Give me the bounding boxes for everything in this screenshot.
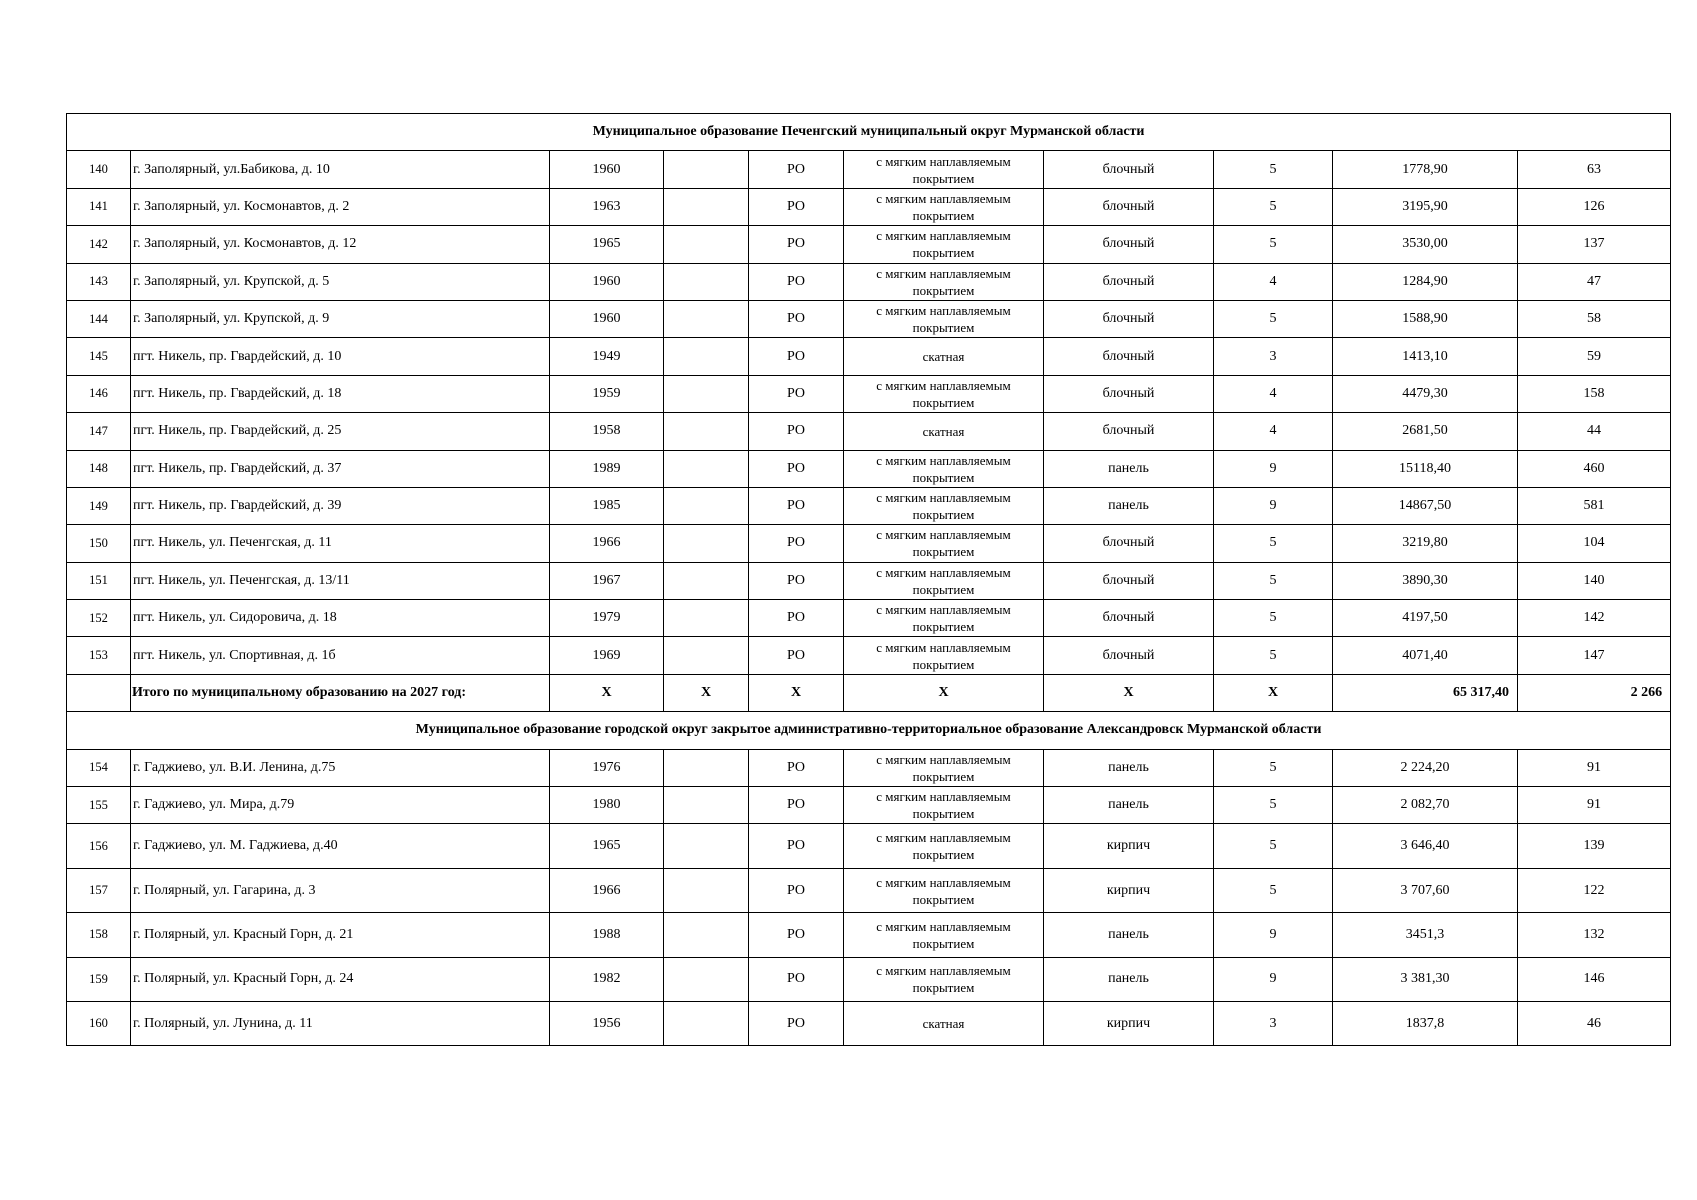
- roof-type-cell: с мягким наплавляемым покрытием: [844, 637, 1044, 674]
- table-row: [67, 188, 1671, 225]
- blank-cell: [664, 637, 749, 674]
- address-cell: пгт. Никель, пр. Гвардейский, д. 10: [131, 338, 550, 375]
- section-header-row: [67, 114, 1671, 151]
- floors-cell: 5: [1214, 868, 1333, 912]
- table-row: [67, 375, 1671, 412]
- area-cell: 3219,80: [1333, 525, 1518, 562]
- total-residents-cell: 2 266: [1518, 674, 1671, 711]
- owner-cell: РО: [749, 1001, 844, 1045]
- roof-type-cell: с мягким наплавляемым покрытием: [844, 868, 1044, 912]
- wall-material-cell: блочный: [1044, 300, 1214, 337]
- blank-cell: [664, 824, 749, 868]
- wall-material-cell: кирпич: [1044, 824, 1214, 868]
- address-cell: г. Полярный, ул. Лунина, д. 11: [131, 1001, 550, 1045]
- area-cell: 3 707,60: [1333, 868, 1518, 912]
- floors-cell: 5: [1214, 188, 1333, 225]
- total-x-cell: X: [664, 674, 749, 711]
- table-row: [67, 600, 1671, 637]
- owner-cell: РО: [749, 487, 844, 524]
- address-cell: г. Гаджиево, ул. Мира, д.79: [131, 787, 550, 824]
- area-cell: 3451,3: [1333, 913, 1518, 957]
- table-row: [67, 868, 1671, 912]
- floors-cell: 9: [1214, 487, 1333, 524]
- roof-type-cell: скатная: [844, 1001, 1044, 1045]
- wall-material-cell: блочный: [1044, 338, 1214, 375]
- residents-cell: 460: [1518, 450, 1671, 487]
- blank-cell: [664, 487, 749, 524]
- floors-cell: 5: [1214, 637, 1333, 674]
- owner-cell: РО: [749, 263, 844, 300]
- area-cell: 1284,90: [1333, 263, 1518, 300]
- year-cell: 1985: [550, 487, 664, 524]
- wall-material-cell: кирпич: [1044, 1001, 1214, 1045]
- year-cell: 1949: [550, 338, 664, 375]
- area-cell: 4071,40: [1333, 637, 1518, 674]
- wall-material-cell: блочный: [1044, 263, 1214, 300]
- table-row: [67, 450, 1671, 487]
- area-cell: 4197,50: [1333, 600, 1518, 637]
- area-cell: 2681,50: [1333, 413, 1518, 450]
- area-cell: 3890,30: [1333, 562, 1518, 599]
- buildings-table: [66, 113, 1671, 1046]
- blank-cell: [664, 957, 749, 1001]
- row-number-cell: 147: [67, 413, 131, 450]
- year-cell: 1956: [550, 1001, 664, 1045]
- owner-cell: РО: [749, 413, 844, 450]
- address-cell: пгт. Никель, пр. Гвардейский, д. 18: [131, 375, 550, 412]
- blank-cell: [664, 868, 749, 912]
- year-cell: 1982: [550, 957, 664, 1001]
- address-cell: пгт. Никель, ул. Печенгская, д. 11: [131, 525, 550, 562]
- year-cell: 1966: [550, 868, 664, 912]
- floors-cell: 9: [1214, 450, 1333, 487]
- floors-cell: 9: [1214, 913, 1333, 957]
- residents-cell: 158: [1518, 375, 1671, 412]
- floors-cell: 5: [1214, 300, 1333, 337]
- blank-cell: [664, 913, 749, 957]
- address-cell: г. Полярный, ул. Гагарина, д. 3: [131, 868, 550, 912]
- owner-cell: РО: [749, 375, 844, 412]
- wall-material-cell: блочный: [1044, 413, 1214, 450]
- address-cell: г. Заполярный, ул. Космонавтов, д. 2: [131, 188, 550, 225]
- area-cell: 1413,10: [1333, 338, 1518, 375]
- residents-cell: 104: [1518, 525, 1671, 562]
- floors-cell: 5: [1214, 787, 1333, 824]
- blank-cell: [664, 413, 749, 450]
- floors-cell: 5: [1214, 525, 1333, 562]
- residents-cell: 137: [1518, 226, 1671, 263]
- wall-material-cell: панель: [1044, 787, 1214, 824]
- wall-material-cell: блочный: [1044, 226, 1214, 263]
- area-cell: 1778,90: [1333, 151, 1518, 188]
- section-header-row: [67, 712, 1671, 749]
- residents-cell: 47: [1518, 263, 1671, 300]
- wall-material-cell: кирпич: [1044, 868, 1214, 912]
- owner-cell: РО: [749, 151, 844, 188]
- year-cell: 1959: [550, 375, 664, 412]
- roof-type-cell: с мягким наплавляемым покрытием: [844, 957, 1044, 1001]
- roof-type-cell: с мягким наплавляемым покрытием: [844, 188, 1044, 225]
- residents-cell: 142: [1518, 600, 1671, 637]
- year-cell: 1980: [550, 787, 664, 824]
- row-number-cell: 158: [67, 913, 131, 957]
- area-cell: 15118,40: [1333, 450, 1518, 487]
- blank-cell: [664, 263, 749, 300]
- total-x-cell: X: [844, 674, 1044, 711]
- wall-material-cell: панель: [1044, 913, 1214, 957]
- area-cell: 2 082,70: [1333, 787, 1518, 824]
- row-number-cell: 144: [67, 300, 131, 337]
- table-row: [67, 637, 1671, 674]
- address-cell: г. Заполярный, ул. Крупской, д. 5: [131, 263, 550, 300]
- blank-cell: [664, 1001, 749, 1045]
- row-number-cell: 151: [67, 562, 131, 599]
- residents-cell: 147: [1518, 637, 1671, 674]
- table-row: [67, 749, 1671, 786]
- owner-cell: РО: [749, 637, 844, 674]
- owner-cell: РО: [749, 226, 844, 263]
- row-number-cell: 149: [67, 487, 131, 524]
- floors-cell: 5: [1214, 749, 1333, 786]
- table-row: [67, 413, 1671, 450]
- wall-material-cell: панель: [1044, 450, 1214, 487]
- roof-type-cell: скатная: [844, 338, 1044, 375]
- blank-cell: [664, 300, 749, 337]
- blank-cell: [664, 562, 749, 599]
- roof-type-cell: с мягким наплавляемым покрытием: [844, 824, 1044, 868]
- row-number-cell: 148: [67, 450, 131, 487]
- residents-cell: 46: [1518, 1001, 1671, 1045]
- owner-cell: РО: [749, 749, 844, 786]
- year-cell: 1965: [550, 226, 664, 263]
- year-cell: 1960: [550, 300, 664, 337]
- floors-cell: 4: [1214, 375, 1333, 412]
- residents-cell: 59: [1518, 338, 1671, 375]
- area-cell: 3530,00: [1333, 226, 1518, 263]
- total-area-cell: 65 317,40: [1333, 674, 1518, 711]
- row-number-cell: 154: [67, 749, 131, 786]
- residents-cell: 581: [1518, 487, 1671, 524]
- address-cell: пгт. Никель, пр. Гвардейский, д. 39: [131, 487, 550, 524]
- owner-cell: РО: [749, 450, 844, 487]
- year-cell: 1988: [550, 913, 664, 957]
- address-cell: пгт. Никель, ул. Сидоровича, д. 18: [131, 600, 550, 637]
- roof-type-cell: с мягким наплавляемым покрытием: [844, 226, 1044, 263]
- table-row: [67, 562, 1671, 599]
- row-number-cell: 141: [67, 188, 131, 225]
- roof-type-cell: с мягким наплавляемым покрытием: [844, 525, 1044, 562]
- row-number-cell: 156: [67, 824, 131, 868]
- area-cell: 14867,50: [1333, 487, 1518, 524]
- year-cell: 1965: [550, 824, 664, 868]
- table-row: [67, 787, 1671, 824]
- blank-cell: [664, 338, 749, 375]
- wall-material-cell: блочный: [1044, 562, 1214, 599]
- row-number-cell: 150: [67, 525, 131, 562]
- floors-cell: 5: [1214, 600, 1333, 637]
- table-row: [67, 226, 1671, 263]
- row-number-cell: 160: [67, 1001, 131, 1045]
- blank-cell: [664, 151, 749, 188]
- blank-cell: [664, 375, 749, 412]
- section-title: Муниципальное образование городской округ закрытое административно-территориальное образование Александровск Мурманской области: [67, 712, 1671, 749]
- wall-material-cell: панель: [1044, 957, 1214, 1001]
- address-cell: г. Заполярный, ул. Космонавтов, д. 12: [131, 226, 550, 263]
- residents-cell: 146: [1518, 957, 1671, 1001]
- total-x-cell: X: [1214, 674, 1333, 711]
- owner-cell: РО: [749, 913, 844, 957]
- table-row: [67, 525, 1671, 562]
- floors-cell: 5: [1214, 151, 1333, 188]
- address-cell: г. Гаджиево, ул. В.И. Ленина, д.75: [131, 749, 550, 786]
- year-cell: 1960: [550, 151, 664, 188]
- total-spacer-cell: [67, 674, 131, 711]
- table-row: [67, 263, 1671, 300]
- blank-cell: [664, 450, 749, 487]
- address-cell: г. Полярный, ул. Красный Горн, д. 24: [131, 957, 550, 1001]
- floors-cell: 4: [1214, 413, 1333, 450]
- floors-cell: 5: [1214, 562, 1333, 599]
- roof-type-cell: с мягким наплавляемым покрытием: [844, 913, 1044, 957]
- address-cell: пгт. Никель, пр. Гвардейский, д. 25: [131, 413, 550, 450]
- row-number-cell: 153: [67, 637, 131, 674]
- owner-cell: РО: [749, 787, 844, 824]
- owner-cell: РО: [749, 868, 844, 912]
- owner-cell: РО: [749, 338, 844, 375]
- row-number-cell: 143: [67, 263, 131, 300]
- table-row: [67, 824, 1671, 868]
- year-cell: 1979: [550, 600, 664, 637]
- residents-cell: 122: [1518, 868, 1671, 912]
- area-cell: 1837,8: [1333, 1001, 1518, 1045]
- residents-cell: 91: [1518, 749, 1671, 786]
- row-number-cell: 145: [67, 338, 131, 375]
- blank-cell: [664, 749, 749, 786]
- floors-cell: 9: [1214, 957, 1333, 1001]
- area-cell: 3195,90: [1333, 188, 1518, 225]
- row-number-cell: 159: [67, 957, 131, 1001]
- roof-type-cell: с мягким наплавляемым покрытием: [844, 487, 1044, 524]
- area-cell: 3 381,30: [1333, 957, 1518, 1001]
- roof-type-cell: скатная: [844, 413, 1044, 450]
- residents-cell: 58: [1518, 300, 1671, 337]
- year-cell: 1958: [550, 413, 664, 450]
- owner-cell: РО: [749, 300, 844, 337]
- owner-cell: РО: [749, 562, 844, 599]
- wall-material-cell: блочный: [1044, 525, 1214, 562]
- year-cell: 1967: [550, 562, 664, 599]
- area-cell: 3 646,40: [1333, 824, 1518, 868]
- address-cell: г. Заполярный, ул. Крупской, д. 9: [131, 300, 550, 337]
- wall-material-cell: блочный: [1044, 188, 1214, 225]
- address-cell: пгт. Никель, ул. Спортивная, д. 1б: [131, 637, 550, 674]
- year-cell: 1989: [550, 450, 664, 487]
- wall-material-cell: панель: [1044, 487, 1214, 524]
- floors-cell: 3: [1214, 1001, 1333, 1045]
- year-cell: 1960: [550, 263, 664, 300]
- address-cell: г. Гаджиево, ул. М. Гаджиева, д.40: [131, 824, 550, 868]
- blank-cell: [664, 787, 749, 824]
- table-row: [67, 487, 1671, 524]
- total-x-cell: X: [550, 674, 664, 711]
- area-cell: 4479,30: [1333, 375, 1518, 412]
- owner-cell: РО: [749, 600, 844, 637]
- owner-cell: РО: [749, 525, 844, 562]
- residents-cell: 140: [1518, 562, 1671, 599]
- roof-type-cell: с мягким наплавляемым покрытием: [844, 450, 1044, 487]
- roof-type-cell: с мягким наплавляемым покрытием: [844, 749, 1044, 786]
- address-cell: пгт. Никель, пр. Гвардейский, д. 37: [131, 450, 550, 487]
- floors-cell: 4: [1214, 263, 1333, 300]
- total-label: Итого по муниципальному образованию на 2027 год:: [131, 674, 550, 711]
- row-number-cell: 157: [67, 868, 131, 912]
- blank-cell: [664, 525, 749, 562]
- blank-cell: [664, 600, 749, 637]
- wall-material-cell: панель: [1044, 749, 1214, 786]
- roof-type-cell: с мягким наплавляемым покрытием: [844, 600, 1044, 637]
- table-row: [67, 1001, 1671, 1045]
- table-row: [67, 151, 1671, 188]
- wall-material-cell: блочный: [1044, 600, 1214, 637]
- blank-cell: [664, 226, 749, 263]
- row-number-cell: 140: [67, 151, 131, 188]
- owner-cell: РО: [749, 957, 844, 1001]
- owner-cell: РО: [749, 188, 844, 225]
- section-title: Муниципальное образование Печенгский муниципальный округ Мурманской области: [67, 114, 1671, 151]
- year-cell: 1969: [550, 637, 664, 674]
- year-cell: 1966: [550, 525, 664, 562]
- address-cell: пгт. Никель, ул. Печенгская, д. 13/11: [131, 562, 550, 599]
- year-cell: 1963: [550, 188, 664, 225]
- owner-cell: РО: [749, 824, 844, 868]
- residents-cell: 139: [1518, 824, 1671, 868]
- roof-type-cell: с мягким наплавляемым покрытием: [844, 787, 1044, 824]
- roof-type-cell: с мягким наплавляемым покрытием: [844, 263, 1044, 300]
- floors-cell: 3: [1214, 338, 1333, 375]
- residents-cell: 132: [1518, 913, 1671, 957]
- table-row: [67, 957, 1671, 1001]
- table-row: [67, 913, 1671, 957]
- residents-cell: 91: [1518, 787, 1671, 824]
- floors-cell: 5: [1214, 226, 1333, 263]
- wall-material-cell: блочный: [1044, 375, 1214, 412]
- wall-material-cell: блочный: [1044, 151, 1214, 188]
- table-row: [67, 338, 1671, 375]
- roof-type-cell: с мягким наплавляемым покрытием: [844, 151, 1044, 188]
- total-x-cell: X: [749, 674, 844, 711]
- address-cell: г. Заполярный, ул.Бабикова, д. 10: [131, 151, 550, 188]
- address-cell: г. Полярный, ул. Красный Горн, д. 21: [131, 913, 550, 957]
- roof-type-cell: с мягким наплавляемым покрытием: [844, 562, 1044, 599]
- wall-material-cell: блочный: [1044, 637, 1214, 674]
- row-number-cell: 152: [67, 600, 131, 637]
- row-number-cell: 146: [67, 375, 131, 412]
- row-number-cell: 142: [67, 226, 131, 263]
- blank-cell: [664, 188, 749, 225]
- residents-cell: 63: [1518, 151, 1671, 188]
- year-cell: 1976: [550, 749, 664, 786]
- table-row: [67, 300, 1671, 337]
- row-number-cell: 155: [67, 787, 131, 824]
- total-row: [67, 674, 1671, 711]
- roof-type-cell: с мягким наплавляемым покрытием: [844, 375, 1044, 412]
- area-cell: 1588,90: [1333, 300, 1518, 337]
- area-cell: 2 224,20: [1333, 749, 1518, 786]
- residents-cell: 126: [1518, 188, 1671, 225]
- residents-cell: 44: [1518, 413, 1671, 450]
- roof-type-cell: с мягким наплавляемым покрытием: [844, 300, 1044, 337]
- floors-cell: 5: [1214, 824, 1333, 868]
- total-x-cell: X: [1044, 674, 1214, 711]
